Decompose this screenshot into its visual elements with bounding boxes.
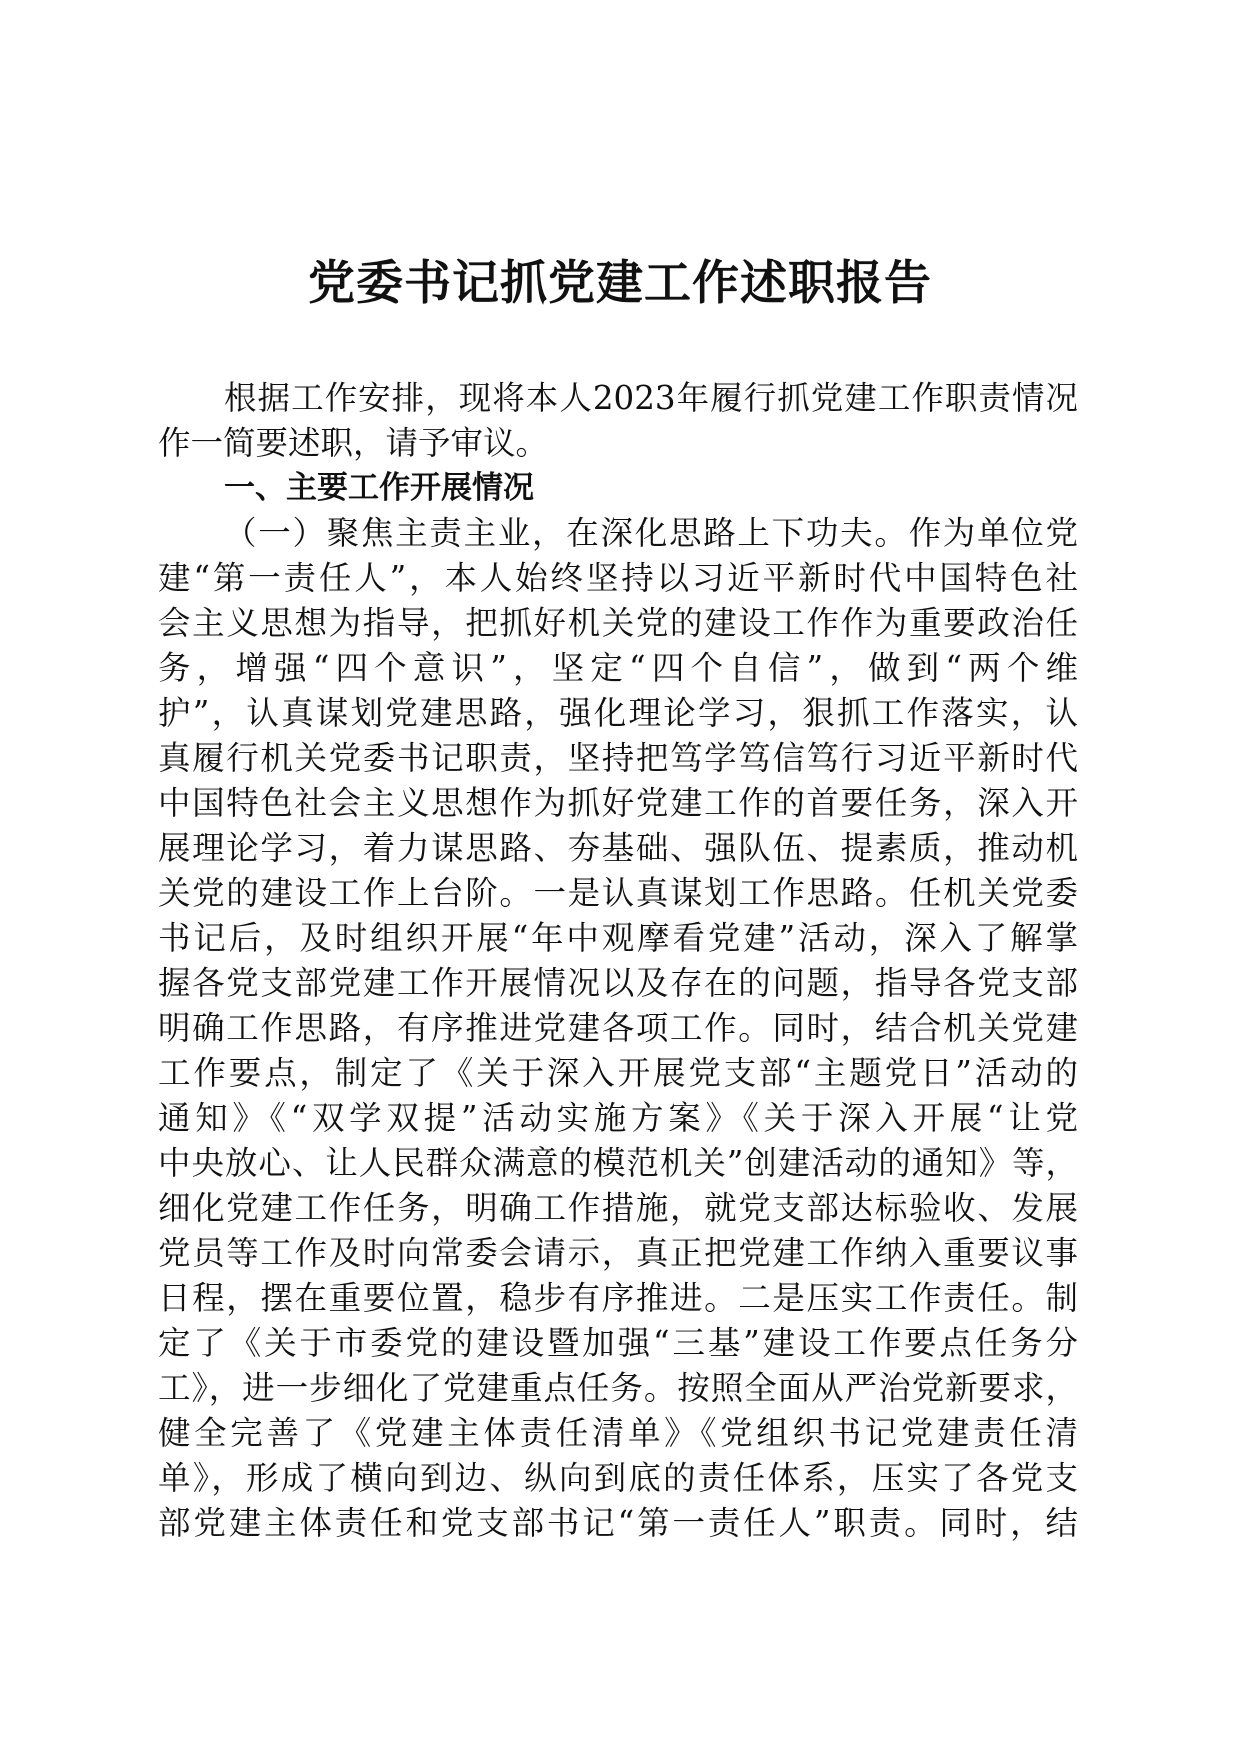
paragraph-line: 根据工作安排，现将本人2023年履行抓党建工作职责情况 [224, 379, 1078, 417]
paragraph-line: 务，增强“四个意识”，坚定“四个自信”，做到“两个维 [158, 649, 1078, 687]
paragraph-line: 真履行机关党委书记职责，坚持把笃学笃信笃行习近平新时代 [158, 739, 1078, 777]
paragraph-line: 关党的建设工作上台阶。一是认真谋划工作思路。任机关党委 [158, 874, 1078, 912]
paragraph-line: 作一简要述职，请予审议。 [158, 424, 549, 462]
paragraph-line: 工作要点，制定了《关于深入开展党支部“主题党日”活动的 [158, 1054, 1078, 1092]
paragraph-line: 明确工作思路，有序推进党建各项工作。同时，结合机关党建 [158, 1009, 1078, 1047]
paragraph-line: 细化党建工作任务，明确工作措施，就党支部达标验收、发展 [158, 1189, 1078, 1227]
paragraph-line: 部党建主体责任和党支部书记“第一责任人”职责。同时，结 [158, 1504, 1078, 1542]
paragraph-line: 工》，进一步细化了党建重点任务。按照全面从严治党新要求， [158, 1369, 1078, 1407]
paragraph-line: 展理论学习，着力谋思路、夯基础、强队伍、提素质，推动机 [158, 829, 1078, 867]
paragraph-line: 护”，认真谋划党建思路，强化理论学习，狠抓工作落实，认 [158, 694, 1078, 732]
paragraph-line: 中央放心、让人民群众满意的模范机关”创建活动的通知》等， [158, 1144, 1078, 1182]
paragraph-line: 健全完善了《党建主体责任清单》《党组织书记党建责任清 [158, 1414, 1078, 1452]
paragraph-line: 握各党支部党建工作开展情况以及存在的问题，指导各党支部 [158, 964, 1078, 1002]
document-title: 党委书记抓党建工作述职报告 [308, 256, 932, 311]
paragraph-line: 单》，形成了横向到边、纵向到底的责任体系，压实了各党支 [158, 1459, 1078, 1497]
document-body [158, 376, 1078, 1546]
paragraph-line: 建“第一责任人”，本人始终坚持以习近平新时代中国特色社 [158, 559, 1078, 597]
paragraph-line: 党员等工作及时向常委会请示，真正把党建工作纳入重要议事 [158, 1234, 1078, 1272]
paragraph-line: （一）聚焦主责主业，在深化思路上下功夫。作为单位党 [224, 514, 1078, 552]
section-heading: 一、主要工作开展情况 [224, 470, 534, 506]
paragraph-line: 定了《关于市委党的建设暨加强“三基”建设工作要点任务分 [158, 1324, 1078, 1362]
paragraph-line: 中国特色社会主义思想作为抓好党建工作的首要任务，深入开 [158, 784, 1078, 822]
paragraph-line: 日程，摆在重要位置，稳步有序推进。二是压实工作责任。制 [158, 1279, 1078, 1317]
paragraph-line: 书记后，及时组织开展“年中观摩看党建”活动，深入了解掌 [158, 919, 1078, 957]
paragraph-line: 会主义思想为指导，把抓好机关党的建设工作作为重要政治任 [158, 604, 1078, 642]
paragraph-line: 通知》《“双学双提”活动实施方案》《关于深入开展“让党 [158, 1099, 1078, 1137]
